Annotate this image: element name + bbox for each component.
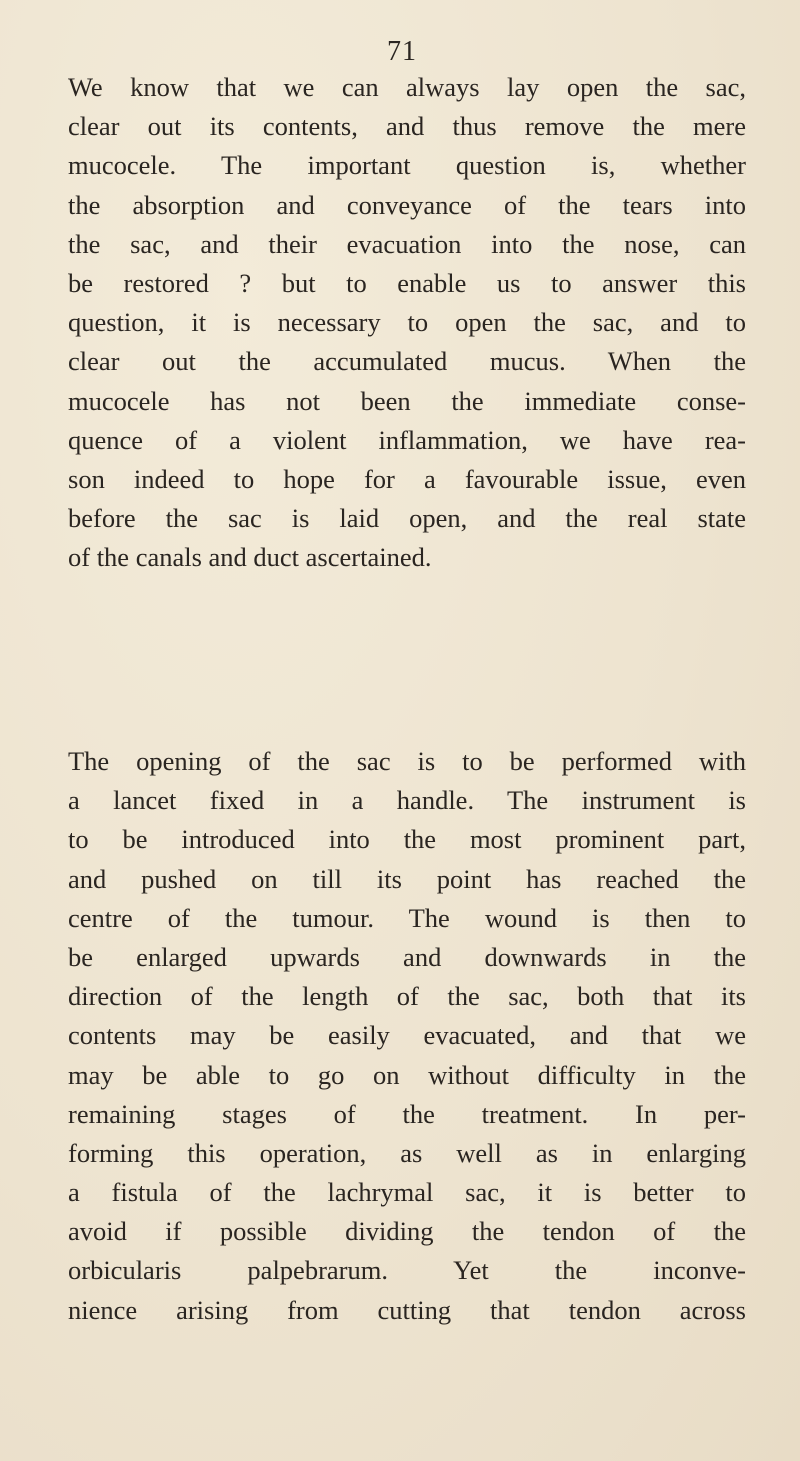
text-line: We know that we can always lay open the sac, bbox=[68, 72, 746, 102]
text-line: orbicularis palpebrarum. Yet the inconve- bbox=[68, 1255, 746, 1286]
text-line: clear out its contents, and thus remove the mere bbox=[68, 111, 746, 142]
text-line: be enlarged upwards and downwards in the bbox=[68, 941, 746, 972]
text-line: the absorption and conveyance of the tears into bbox=[68, 189, 746, 220]
text-line: forming this operation, as well as in enlarging bbox=[68, 1137, 746, 1168]
text-line: be restored ? but to enable us to answer this bbox=[68, 267, 746, 298]
text-line: to be introduced into the most prominent part, bbox=[68, 824, 746, 855]
text-line: quence of a violent inflammation, we have rea- bbox=[68, 424, 746, 455]
text-line: a fistula of the lachrymal sac, it is better to bbox=[68, 1177, 746, 1208]
text-line: nience arising from cutting that tendon across bbox=[68, 1294, 746, 1325]
text-line: a lancet fixed in a handle. The instrument is bbox=[68, 785, 746, 816]
text-line: mucocele. The important question is, whether bbox=[68, 150, 746, 181]
text-line: direction of the length of the sac, both that its bbox=[68, 981, 746, 1012]
text-line: The opening of the sac is to be performed with bbox=[68, 746, 746, 776]
text-line: may be able to go on without difficulty in the bbox=[68, 1059, 746, 1090]
page-number: 71 bbox=[387, 36, 417, 67]
text-line: clear out the accumulated mucus. When the bbox=[68, 346, 746, 377]
text-line: of the canals and duct ascertained. bbox=[68, 542, 432, 573]
text-line: avoid if possible dividing the tendon of the bbox=[68, 1216, 746, 1247]
text-line: the sac, and their evacuation into the nose, can bbox=[68, 228, 746, 259]
text-line: son indeed to hope for a favourable issue, even bbox=[68, 463, 746, 494]
text-line: contents may be easily evacuated, and that we bbox=[68, 1020, 746, 1051]
text-line: remaining stages of the treatment. In per- bbox=[68, 1098, 746, 1129]
paragraph-2 bbox=[68, 742, 746, 1330]
text-line: mucocele has not been the immediate conse- bbox=[68, 385, 746, 416]
text-line: question, it is necessary to open the sac, and to bbox=[68, 307, 746, 338]
text-line: centre of the tumour. The wound is then to bbox=[68, 902, 746, 933]
text-line: before the sac is laid open, and the real state bbox=[68, 503, 746, 534]
text-line: and pushed on till its point has reached the bbox=[68, 863, 746, 894]
paragraph-1 bbox=[68, 68, 746, 577]
